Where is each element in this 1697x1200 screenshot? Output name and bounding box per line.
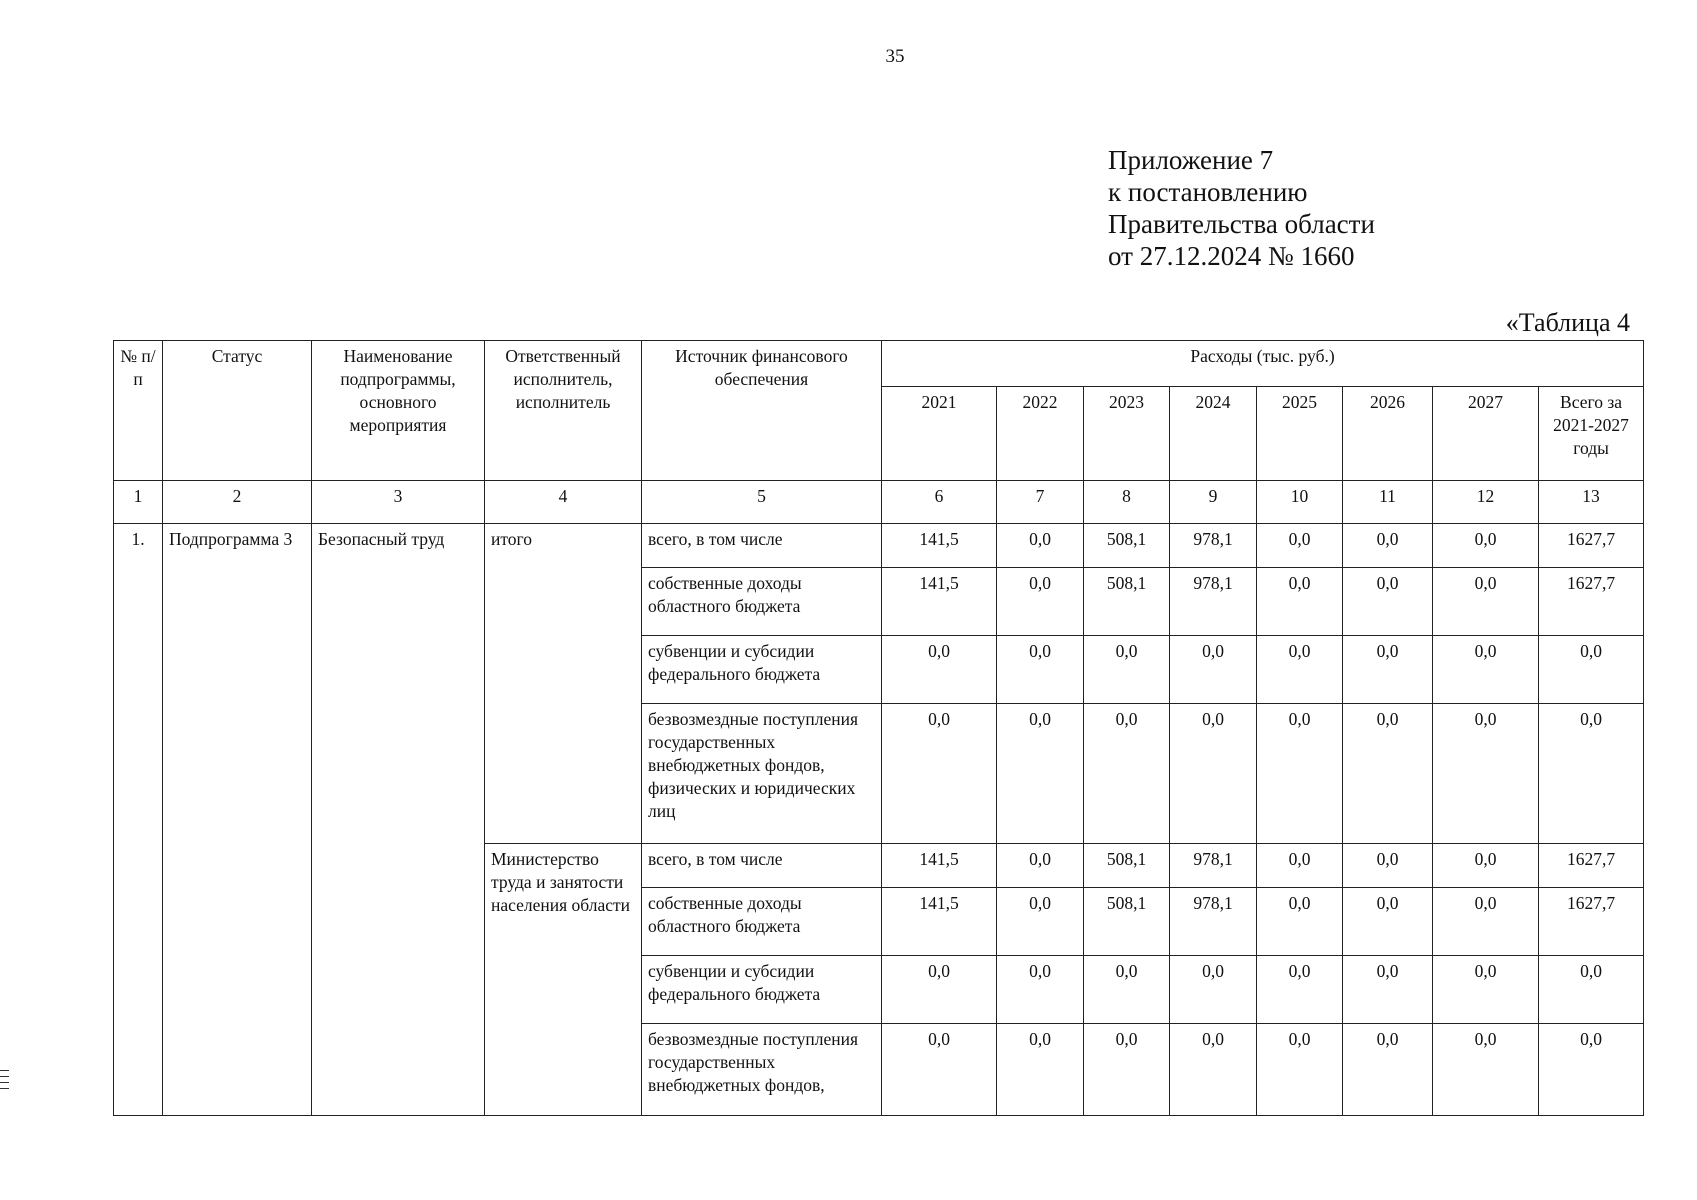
appendix-line-3: Правительства области xyxy=(1108,209,1375,239)
col-number: 6 xyxy=(882,481,997,524)
col-number: 5 xyxy=(642,481,882,524)
value-cell: 0,0 xyxy=(1433,636,1539,704)
value-cell: 1627,7 xyxy=(1539,568,1644,636)
header-year-2021: 2021 xyxy=(882,387,997,481)
value-cell: 0,0 xyxy=(882,636,997,704)
row-name: Безопасный труд xyxy=(312,524,485,1116)
value-cell: 0,0 xyxy=(997,844,1084,888)
appendix-line-2: к постановлению xyxy=(1108,177,1308,207)
value-cell: 0,0 xyxy=(1170,636,1257,704)
value-cell: 0,0 xyxy=(997,888,1084,956)
column-number-row xyxy=(114,481,1644,524)
header-num: № п/п xyxy=(114,341,163,481)
value-cell: 0,0 xyxy=(1343,636,1433,704)
col-number: 3 xyxy=(312,481,485,524)
value-cell: 0,0 xyxy=(1257,1024,1343,1116)
header-year-2025: 2025 xyxy=(1257,387,1343,481)
value-cell: 0,0 xyxy=(1539,704,1644,844)
value-cell: 141,5 xyxy=(882,888,997,956)
value-cell: 0,0 xyxy=(1170,956,1257,1024)
value-cell: 0,0 xyxy=(1084,1024,1170,1116)
value-cell: 0,0 xyxy=(882,1024,997,1116)
value-cell: 0,0 xyxy=(1433,956,1539,1024)
source-cell: всего, в том числе xyxy=(642,844,882,888)
row-status: Подпрограмма 3 xyxy=(163,524,312,1116)
value-cell: 0,0 xyxy=(1343,956,1433,1024)
header-year-2022: 2022 xyxy=(997,387,1084,481)
source-cell: субвенции и субсидии федерального бюджета xyxy=(642,956,882,1024)
value-cell: 0,0 xyxy=(1257,844,1343,888)
header-source: Источник финансового обеспечения xyxy=(642,341,882,481)
financing-table xyxy=(113,340,1644,1116)
value-cell: 0,0 xyxy=(997,704,1084,844)
value-cell: 1627,7 xyxy=(1539,844,1644,888)
value-cell: 0,0 xyxy=(1343,524,1433,568)
value-cell: 0,0 xyxy=(1433,888,1539,956)
value-cell: 141,5 xyxy=(882,568,997,636)
value-cell: 1627,7 xyxy=(1539,524,1644,568)
col-number: 10 xyxy=(1257,481,1343,524)
col-number: 1 xyxy=(114,481,163,524)
value-cell: 0,0 xyxy=(1257,524,1343,568)
row-num: 1. xyxy=(114,524,163,1116)
header-year-2027: 2027 xyxy=(1433,387,1539,481)
source-cell: субвенции и субсидии федерального бюджета xyxy=(642,636,882,704)
value-cell: 0,0 xyxy=(1343,568,1433,636)
value-cell: 0,0 xyxy=(1433,844,1539,888)
col-number: 9 xyxy=(1170,481,1257,524)
value-cell: 0,0 xyxy=(1343,844,1433,888)
col-number: 2 xyxy=(163,481,312,524)
table-body xyxy=(114,524,1644,1116)
value-cell: 141,5 xyxy=(882,524,997,568)
value-cell: 0,0 xyxy=(1257,704,1343,844)
value-cell: 0,0 xyxy=(882,956,997,1024)
row-executor: итого xyxy=(485,524,642,844)
table-label: «Таблица 4 xyxy=(1505,308,1630,337)
value-cell: 0,0 xyxy=(1343,704,1433,844)
source-cell: собственные доходы областного бюджета xyxy=(642,568,882,636)
source-cell: всего, в том числе xyxy=(642,524,882,568)
source-cell: безвозмездные поступления государственных внебюджетных фондов, xyxy=(642,1024,882,1116)
value-cell: 141,5 xyxy=(882,844,997,888)
header-executor: Ответственный исполнитель, исполнитель xyxy=(485,341,642,481)
value-cell: 0,0 xyxy=(997,524,1084,568)
value-cell: 0,0 xyxy=(1433,524,1539,568)
value-cell: 0,0 xyxy=(1343,888,1433,956)
value-cell: 508,1 xyxy=(1084,568,1170,636)
value-cell: 0,0 xyxy=(1257,568,1343,636)
value-cell: 0,0 xyxy=(997,956,1084,1024)
value-cell: 508,1 xyxy=(1084,844,1170,888)
row-executor: Министерство труда и занятости населения области xyxy=(485,844,642,1116)
value-cell: 978,1 xyxy=(1170,844,1257,888)
value-cell: 0,0 xyxy=(1084,956,1170,1024)
table-header xyxy=(114,341,1644,524)
appendix-block xyxy=(1108,144,1375,272)
header-total: Всего за 2021-2027 годы xyxy=(1539,387,1644,481)
appendix-line-1: Приложение 7 xyxy=(1108,145,1274,175)
value-cell: 0,0 xyxy=(1433,1024,1539,1116)
value-cell: 0,0 xyxy=(1343,1024,1433,1116)
value-cell: 0,0 xyxy=(997,636,1084,704)
value-cell: 0,0 xyxy=(1433,704,1539,844)
value-cell: 0,0 xyxy=(997,1024,1084,1116)
col-number: 11 xyxy=(1343,481,1433,524)
value-cell: 508,1 xyxy=(1084,888,1170,956)
value-cell: 0,0 xyxy=(1257,956,1343,1024)
value-cell: 0,0 xyxy=(1539,956,1644,1024)
header-status: Статус xyxy=(163,341,312,481)
value-cell: 0,0 xyxy=(1539,1024,1644,1116)
header-expenses: Расходы (тыс. руб.) xyxy=(882,341,1644,387)
header-year-2023: 2023 xyxy=(1084,387,1170,481)
header-year-2026: 2026 xyxy=(1343,387,1433,481)
col-number: 13 xyxy=(1539,481,1644,524)
value-cell: 0,0 xyxy=(1257,636,1343,704)
value-cell: 1627,7 xyxy=(1539,888,1644,956)
page-number: 35 xyxy=(885,46,905,67)
value-cell: 0,0 xyxy=(1257,888,1343,956)
value-cell: 0,0 xyxy=(1084,704,1170,844)
scan-edge-marks xyxy=(0,1070,9,1094)
col-number: 8 xyxy=(1084,481,1170,524)
value-cell: 0,0 xyxy=(997,568,1084,636)
value-cell: 978,1 xyxy=(1170,888,1257,956)
col-number: 7 xyxy=(997,481,1084,524)
source-cell: безвозмездные поступления государственных внебюджетных фондов, физических и юридических лиц xyxy=(642,704,882,844)
value-cell: 0,0 xyxy=(882,704,997,844)
value-cell: 978,1 xyxy=(1170,524,1257,568)
appendix-line-4: от 27.12.2024 № 1660 xyxy=(1108,241,1355,271)
value-cell: 508,1 xyxy=(1084,524,1170,568)
value-cell: 0,0 xyxy=(1539,636,1644,704)
col-number: 12 xyxy=(1433,481,1539,524)
header-year-2024: 2024 xyxy=(1170,387,1257,481)
value-cell: 0,0 xyxy=(1170,1024,1257,1116)
table-row xyxy=(114,524,1644,568)
value-cell: 0,0 xyxy=(1433,568,1539,636)
header-name: Наименование подпрограммы, основного мероприятия xyxy=(312,341,485,481)
value-cell: 0,0 xyxy=(1170,704,1257,844)
col-number: 4 xyxy=(485,481,642,524)
source-cell: собственные доходы областного бюджета xyxy=(642,888,882,956)
value-cell: 978,1 xyxy=(1170,568,1257,636)
value-cell: 0,0 xyxy=(1084,636,1170,704)
